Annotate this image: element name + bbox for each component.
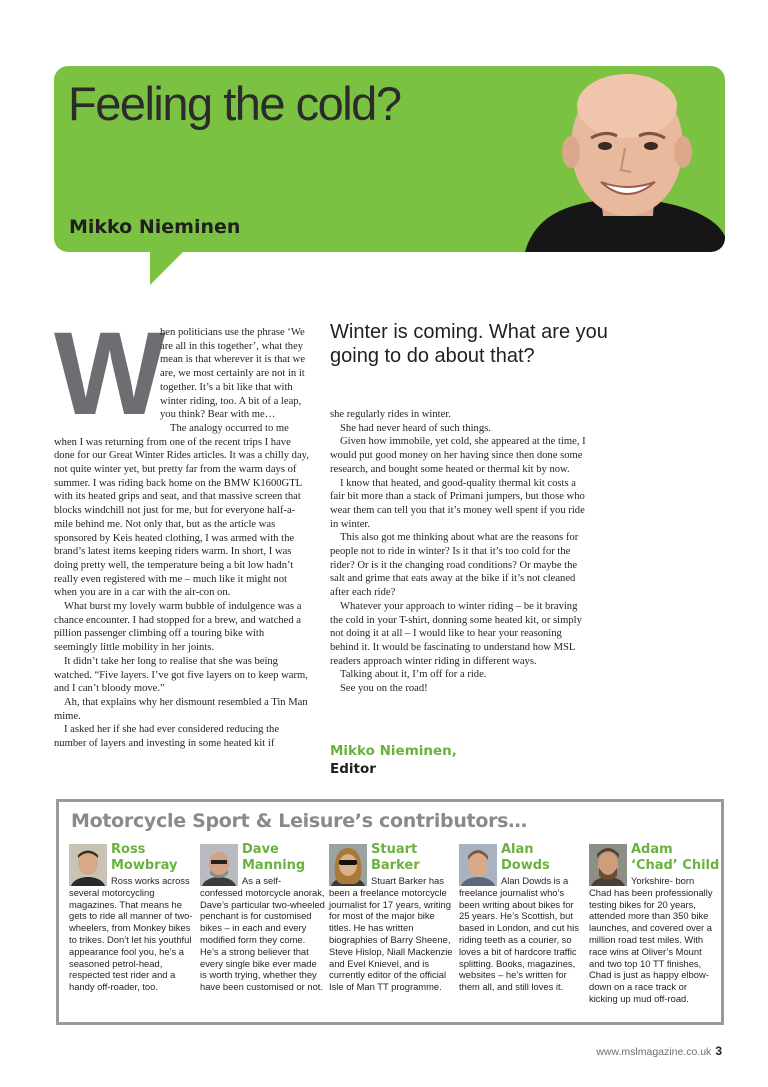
article-paragraph: The analogy occurred to me when I was returning from one of the recent trips I have done for our Great Winter Rides articles. It was a chilly day, not quite winter yet, but pretty far from the warm days of summer. I was riding back home on the BMW K1600GTL with its heated grips and seat, and that massive screen that blocks windchill not just for me, but for everyone half-a-mile behind me. Not only that, but as the article was sponsored by Keis heated clothing, I was armed with the brand’s latest items keeping riders warm. In short, I was doing pretty well, the temperature being a bit low hadn’t really even registered with me – much like it might not when you are in a car with the air-con on. (54, 422, 309, 599)
article-paragraph: Given how immobile, yet cold, she appeared at the time, I would put good money on her having since then done some research, and bought some heated or thermal kit by now. (330, 436, 586, 475)
banner-speech-tail (150, 251, 184, 285)
contributor-bio: Yorkshire- born Chad has been professionally testing bikes for 20 years, attended more than 350 bike launches, and covered over a million road test miles. With race wins at Oliver’s Mount and two top 10 TT finishes, Chad is just as happy elbow-down on a race track or kicking up mud off-road. (589, 875, 713, 1004)
contributor-name: Adam ‘Chad’ Child (631, 842, 720, 873)
article-paragraph: I know that heated, and good-quality thermal kit costs a fair bit more than a stack of Primani jumpers, but those who wear them can tell you that it’s money well spent if you ride in winter. (330, 477, 585, 530)
article-column-left (54, 308, 309, 751)
page-number: 3 (715, 1044, 722, 1058)
article-paragraph: This also got me thinking about what are the reasons for people not to ride in winter? Is it that it’s too cold for the rider? Or is it the changing road conditions? Or maybe the salt and grime that eats away at the bike if it’s not cleaned after each ride? (330, 532, 579, 599)
page-footer (596, 1044, 722, 1058)
drop-cap: W (54, 308, 160, 440)
contributor-bio: Alan Dowds is a freelance journalist who’s been writing about bikes for 25 years. He’s Scottish, but based in London, and cut his riding teeth as a courier, so loves a bit of hardcore traffic splitting. Books, magazines, websites – he’s written for them all, and still loves it. (459, 875, 579, 993)
article-paragraph: What burst my lovely warm bubble of indulgence was a chance encounter. I had stopped for a brew, and watched a pillion passenger climbing off a touring bike with seemingly little mobility in her joints. (54, 601, 302, 654)
signoff (330, 742, 457, 778)
article-paragraph: hen politicians use the phrase ‘We are all in this together’, what they mean is that wherever it is that we are, we most certainly are not in it together. It’s a bit like that with winter riding, too. A bit of a leap, you think? Bear with me… (160, 327, 306, 421)
article-paragraph: See you on the road! (340, 683, 428, 695)
author-name: Mikko Nieminen (69, 216, 241, 238)
article-paragraph: I asked her if she had ever considered reducing the number of layers and investing in some heated kit if (54, 724, 280, 750)
signoff-role: Editor (330, 761, 376, 777)
contributors-box (56, 799, 724, 1025)
contributor-name: Stuart Barker (371, 842, 420, 873)
contributor-bio: Ross works across several motorcycling magazines. That means he gets to ride all manner of two-wheelers, from Monkey bikes to trikes. Don’t let his youthful appearance fool you, he’s a seasoned petrol-head, respected test rider and a handy off-roader, too. (69, 875, 193, 993)
article-paragraph: Talking about it, I’m off for a ride. (340, 669, 487, 681)
contributor-name: Alan Dowds (501, 842, 550, 873)
article-paragraph: Whatever your approach to winter riding – be it braving the cold in your T-shirt, donning some heated kit, or simply not doing it at all – I would like to hear your reasoning behind it. It would be fascinating to understand how MSL readers approach winter riding in different ways. (330, 600, 582, 667)
footer-url[interactable]: www.mslmagazine.co.uk (596, 1046, 712, 1058)
pull-quote: Winter is coming. What are you going to do about that? (330, 321, 608, 367)
contributor-name: Ross Mowbray (111, 842, 178, 873)
header-banner (54, 66, 725, 252)
contributor-bio: As a self- confessed motorcycle anorak, Dave’s particular two-wheeled penchant is for customised bikes – in each and every modified form they come. He’s a strong believer that every single bike ever made is worth trying, whether they have been customised or not. (200, 875, 325, 993)
author-portrait (505, 66, 725, 252)
article-paragraph: Ah, that explains why her dismount resembled a Tin Man mime. (54, 696, 308, 722)
article-paragraph: she regularly rides in winter. (330, 409, 451, 420)
article-paragraph: She had never heard of such things. (340, 422, 491, 434)
headline: Feeling the cold? (68, 77, 401, 130)
article-column-right (330, 408, 588, 696)
signoff-name: Mikko Nieminen, (330, 743, 457, 759)
contributor-name: Dave Manning (242, 842, 306, 873)
article-paragraph: It didn’t take her long to realise that she was being watched. “Five layers. I’ve got five layers on to keep warm, and I can’t bloody move.” (54, 655, 308, 695)
contributor-bio: Stuart Barker has been a freelance motorcycle journalist for 17 years, writing for most of the major bike titles. He has written biographies of Barry Sheene, Steve Hislop, Niall Mackenzie and Evel Knievel, and is currently editor of the official Isle of Man TT programme. (329, 875, 453, 993)
contributors-title: Motorcycle Sport & Leisure’s contributors… (71, 810, 527, 832)
